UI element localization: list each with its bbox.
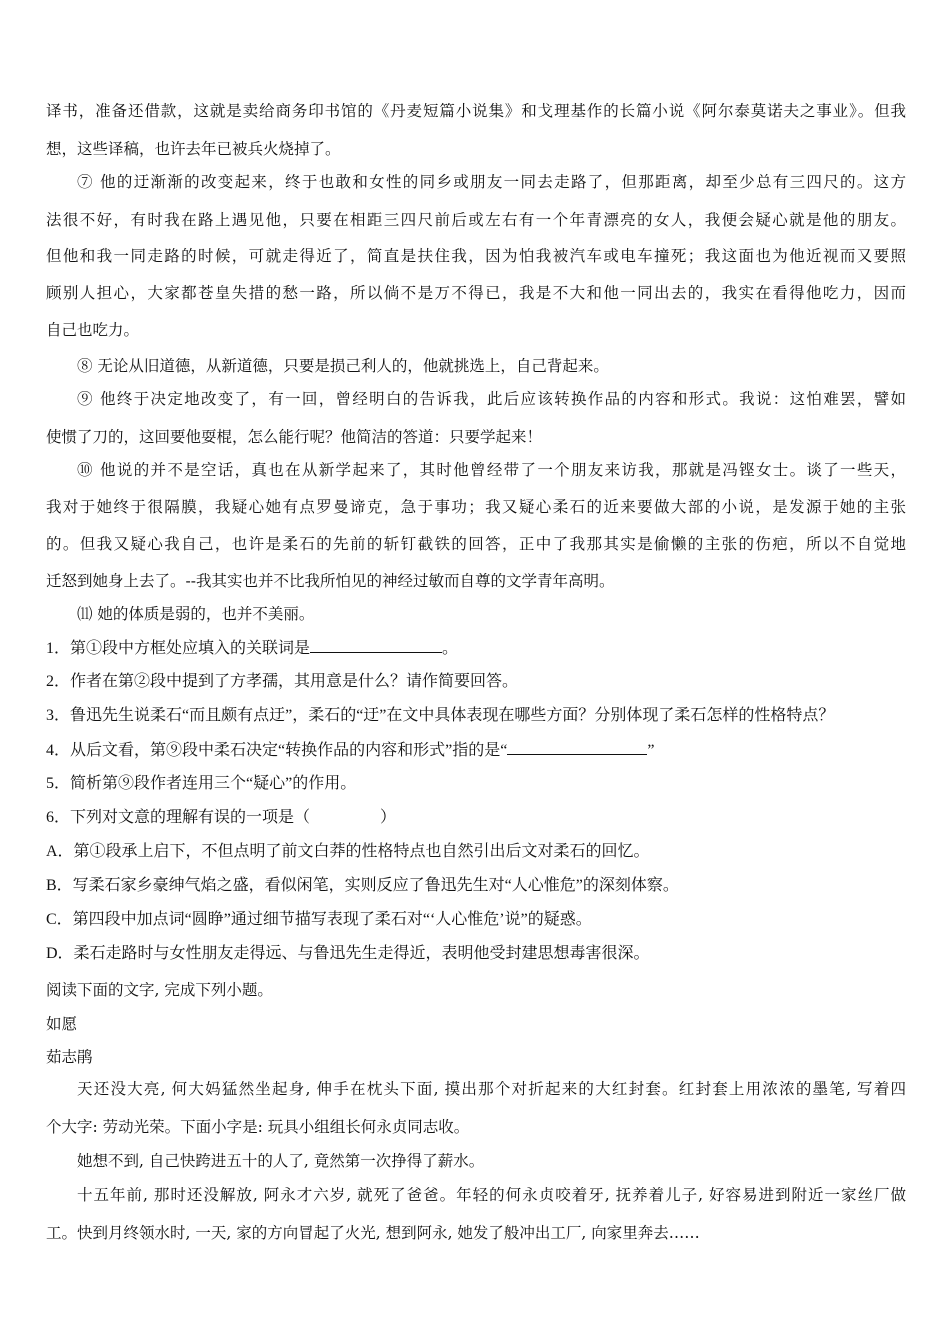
question-4-end: ” [647, 742, 655, 759]
option-c: C．第四段中加点词“圆睁”通过细节描写表现了柔石对“‘人心惟危’说”的疑惑。 [46, 911, 592, 928]
answer-blank[interactable] [310, 638, 442, 653]
paragraph-6-line: 译书，准备还借款，这就是卖给商务印书馆的《丹麦短篇小说集》和戈理基作的长篇小说《阿尔泰莫诺夫之事业》。但我 [46, 102, 906, 120]
paragraph-11-line: ⑾ 她的体质是弱的，也并不美丽。 [77, 605, 315, 623]
question-1 [46, 638, 906, 659]
question-6-end: ） [380, 809, 397, 826]
paragraph-7-line: 法很不好，有时我在路上遇见他，只要在相距三四尺前后或左右有一个年青漂亮的女人，我便会疑心就是他的朋友。 [46, 211, 906, 229]
answer-blank[interactable] [507, 740, 647, 755]
story-paragraph-line: 十五年前, 那时还没解放, 阿永才六岁, 就死了爸爸。年轻的何永贞咬着牙, 抚养着儿子, 好容易进到附近一家丝厂做 [77, 1186, 906, 1204]
question-3: 3．鲁迅先生说柔石“而且颇有点迂”，柔石的“迂”在文中具体表现在哪些方面？分别体现了柔石怎样的性格特点？ [46, 707, 835, 724]
option-b: B．写柔石家乡豪绅气焰之盛，看似闲笔，实则反应了鲁迅先生对“人心惟危”的深刻体察。 [46, 877, 679, 894]
paragraph-10-line: ⑩ 他说的并不是空话，真也在从新学起来了，其时他曾经带了一个朋友来访我，那就是冯铿女士。谈了一些天， [77, 461, 906, 479]
story-paragraph-line: 个大字: 劳动光荣。下面小字是: 玩具小组组长何永贞同志收。 [46, 1118, 470, 1136]
paragraph-7-line: ⑦ 他的迂渐渐的改变起来，终于也敢和女性的同乡或朋友一同去走路了，但那距离，却至少总有三四尺的。这方 [77, 173, 906, 191]
question-1-end: 。 [442, 640, 459, 657]
question-2: 2．作者在第②段中提到了方孝孺，其用意是什么？请作简要回答。 [46, 673, 519, 690]
paragraph-10-line: 迁怒到她身上去了。--我其实也并不比我所怕见的神经过敏而自尊的文学青年高明。 [46, 572, 615, 590]
question-4 [46, 740, 906, 761]
paragraph-7-line: 自己也吃力。 [46, 321, 140, 339]
paragraph-8-line: ⑧ 无论从旧道德，从新道德，只要是损己利人的，他就挑选上，自己背起来。 [77, 357, 609, 375]
option-d: D．柔石走路时与女性朋友走得远、与鲁迅先生走得近，表明他受封建思想毒害很深。 [46, 945, 650, 962]
paragraph-10-line: 我对于她终于很隔膜，我疑心她有点罗曼谛克，急于事功；我又疑心柔石的近来要做大部的小说，是发源于她的主张 [46, 498, 906, 516]
story-paragraph-line: 工。快到月终领水时, 一天, 家的方向冒起了火光, 想到阿永, 她发了般冲出工厂, 向家里奔去…… [46, 1224, 700, 1242]
paragraph-7-line: 但他和我一同走路的时候，可就走得近了，简直是扶住我，因为怕我被汽车或电车撞死；我这面也为他近视而又要照 [46, 247, 906, 265]
option-a: A．第①段承上启下，不但点明了前文白莽的性格特点也自然引出后文对柔石的回忆。 [46, 843, 650, 860]
paragraph-9-line: ⑨ 他终于决定地改变了，有一回，曾经明白的告诉我，此后应该转换作品的内容和形式。我说：这怕难罢，譬如 [77, 390, 906, 408]
paragraph-10-line: 的。但我又疑心我自己，也许是柔石的先前的斩钉截铁的回答，正中了我那其实是偷懒的主张的伤疤，所以不自觉地 [46, 535, 906, 553]
question-6-text: 6．下列对文意的理解有误的一项是（ [46, 809, 311, 826]
story-title: 如愿 [46, 1015, 78, 1033]
question-5: 5．简析第⑨段作者连用三个“疑心”的作用。 [46, 775, 357, 792]
paragraph-9-line: 使惯了刀的，这回要他耍棍，怎么能行呢？他简洁的答道：只要学起来！ [46, 428, 543, 446]
story-paragraph-line: 天还没大亮, 何大妈猛然坐起身, 伸手在枕头下面, 摸出那个对折起来的大红封套。红封套上用浓浓的墨笔, 写着四 [77, 1080, 906, 1098]
paragraph-7-line: 顾别人担心，大家都苍皇失措的愁一路，所以倘不是万不得已，我是不大和他一同出去的，我实在看得他吃力，因而 [46, 284, 906, 302]
question-1-text: 1．第①段中方框处应填入的关联词是 [46, 640, 311, 657]
question-4-text: 4．从后文看，第⑨段中柔石决定“转换作品的内容和形式”指的是“ [46, 742, 508, 759]
story-paragraph-line: 她想不到, 自己快跨进五十的人了, 竟然第一次挣得了薪水。 [77, 1152, 485, 1170]
story-author: 茹志鹃 [46, 1048, 93, 1066]
reading-instruction: 阅读下面的文字, 完成下列小题。 [46, 981, 273, 999]
paragraph-6-line: 想，这些译稿，也许去年已被兵火烧掉了。 [46, 140, 341, 158]
question-6 [46, 808, 906, 828]
